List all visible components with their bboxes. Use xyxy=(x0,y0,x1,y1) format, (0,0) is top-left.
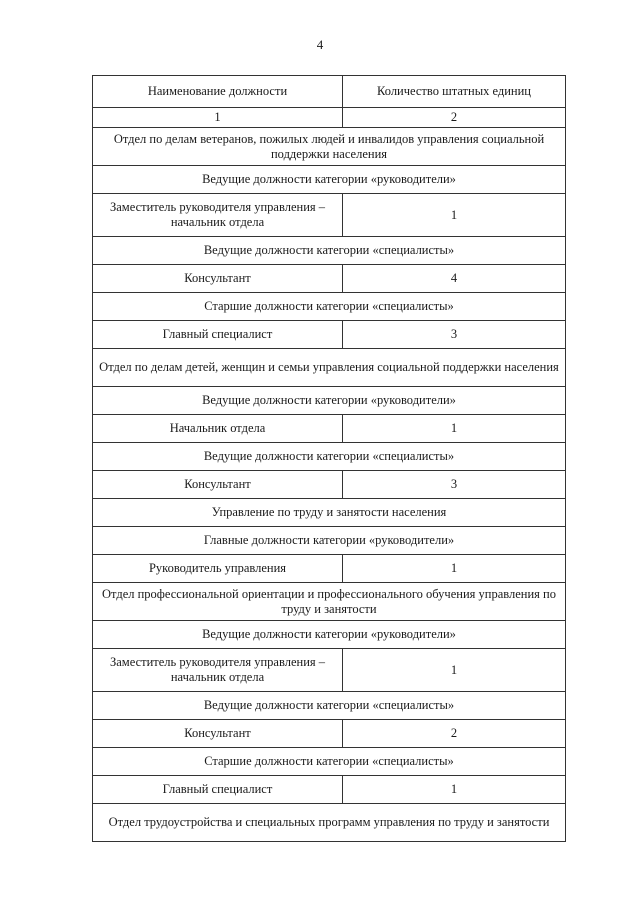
table-row xyxy=(93,748,566,776)
position-name: Заместитель руководителя управления – начальник отдела xyxy=(93,194,343,237)
column-header-position: Наименование должности xyxy=(93,76,343,108)
category-heading: Управление по труду и занятости населения xyxy=(93,499,566,527)
table-row xyxy=(93,265,566,293)
staff-count: 3 xyxy=(343,321,566,349)
table-row xyxy=(93,692,566,720)
page-number: 4 xyxy=(316,37,324,52)
table-row xyxy=(93,804,566,842)
table-body xyxy=(93,128,566,842)
staff-count: 1 xyxy=(343,776,566,804)
department-heading: Отдел трудоустройства и специальных программ управления по труду и занятости xyxy=(93,804,566,842)
category-heading: Ведущие должности категории «руководители» xyxy=(93,621,566,649)
column-number-1: 1 xyxy=(93,108,343,128)
table-row xyxy=(93,583,566,621)
table-row xyxy=(93,649,566,692)
table-row xyxy=(93,621,566,649)
staff-count: 3 xyxy=(343,471,566,499)
table-row xyxy=(93,555,566,583)
staff-count: 2 xyxy=(343,720,566,748)
position-name: Главный специалист xyxy=(93,776,343,804)
position-name: Руководитель управления xyxy=(93,555,343,583)
table-row xyxy=(93,237,566,265)
position-name: Консультант xyxy=(93,265,343,293)
staff-table xyxy=(92,75,566,842)
position-name: Главный специалист xyxy=(93,321,343,349)
table-row xyxy=(93,387,566,415)
staff-count: 1 xyxy=(343,194,566,237)
table-row xyxy=(93,349,566,387)
category-heading: Старшие должности категории «специалисты» xyxy=(93,748,566,776)
staff-count: 4 xyxy=(343,265,566,293)
category-heading: Главные должности категории «руководители» xyxy=(93,527,566,555)
position-name: Начальник отдела xyxy=(93,415,343,443)
column-number-2: 2 xyxy=(343,108,566,128)
category-heading: Ведущие должности категории «руководители» xyxy=(93,166,566,194)
category-heading: Ведущие должности категории «специалисты» xyxy=(93,443,566,471)
table-row xyxy=(93,321,566,349)
category-heading: Ведущие должности категории «специалисты» xyxy=(93,237,566,265)
category-heading: Старшие должности категории «специалисты» xyxy=(93,293,566,321)
table-row xyxy=(93,166,566,194)
staff-count: 1 xyxy=(343,555,566,583)
position-name: Консультант xyxy=(93,471,343,499)
table-row xyxy=(93,293,566,321)
staff-count: 1 xyxy=(343,649,566,692)
category-heading: Ведущие должности категории «руководители» xyxy=(93,387,566,415)
position-name: Заместитель руководителя управления – начальник отдела xyxy=(93,649,343,692)
table-row xyxy=(93,471,566,499)
staff-count: 1 xyxy=(343,415,566,443)
category-heading: Ведущие должности категории «специалисты» xyxy=(93,692,566,720)
table-row xyxy=(93,128,566,166)
table-row xyxy=(93,776,566,804)
table-row xyxy=(93,415,566,443)
column-header-count: Количество штатных единиц xyxy=(343,76,566,108)
department-heading: Отдел по делам детей, женщин и семьи управления социальной поддержки населения xyxy=(93,349,566,387)
table-row xyxy=(93,527,566,555)
table-row xyxy=(93,720,566,748)
table-row xyxy=(93,443,566,471)
department-heading: Отдел профессиональной ориентации и профессионального обучения управления по труду и занятости xyxy=(93,583,566,621)
table-row xyxy=(93,194,566,237)
position-name: Консультант xyxy=(93,720,343,748)
department-heading: Отдел по делам ветеранов, пожилых людей и инвалидов управления социальной поддержки населения xyxy=(93,128,566,166)
table-row xyxy=(93,499,566,527)
